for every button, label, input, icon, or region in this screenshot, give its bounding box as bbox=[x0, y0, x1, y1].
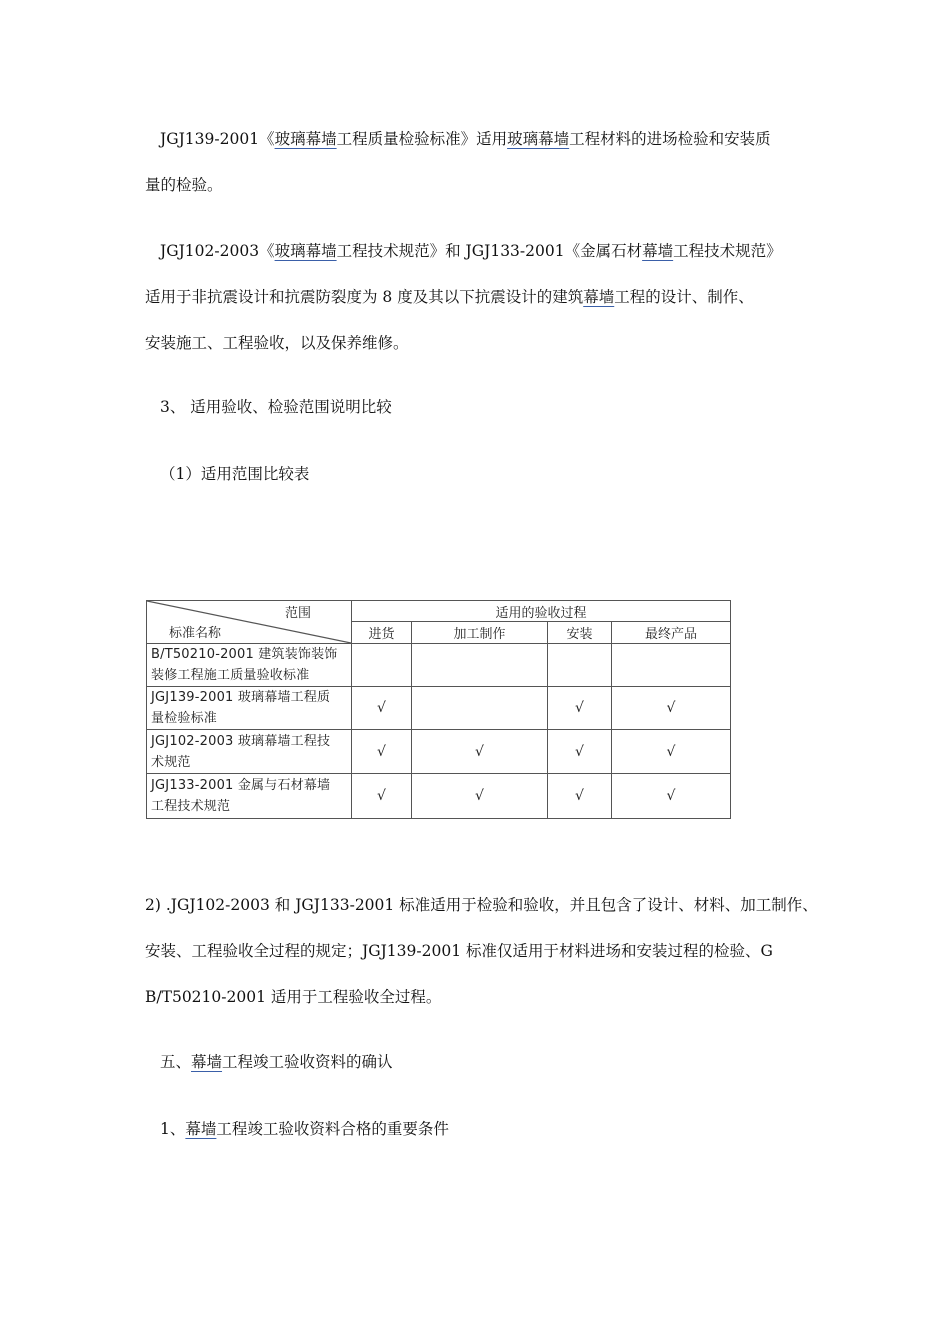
link-curtain-wall[interactable]: 幕墙 bbox=[185, 1120, 217, 1138]
link-glass-curtain-wall[interactable]: 玻璃幕墙 bbox=[507, 130, 570, 148]
column-group-header: 适用的验收过程 bbox=[352, 601, 731, 622]
column-header: 进货 bbox=[352, 622, 412, 644]
text-span: 工程竣工验收资料的确认 bbox=[222, 1053, 393, 1071]
text-span: JGJ133-2001 金属与石材幕墙 bbox=[151, 778, 331, 793]
standard-name-cell bbox=[147, 730, 352, 774]
column-header: 加工制作 bbox=[412, 622, 548, 644]
text-span: 工程质量检验标准》适用 bbox=[336, 130, 508, 148]
check-mark-cell: √ bbox=[352, 730, 412, 774]
paragraph-line bbox=[145, 451, 815, 497]
link-curtain-wall[interactable]: 幕墙 bbox=[642, 242, 674, 260]
scope-comparison-table bbox=[146, 600, 731, 819]
column-header: 最终产品 bbox=[612, 622, 731, 644]
table-header-row bbox=[147, 601, 731, 622]
check-mark-cell: √ bbox=[412, 730, 548, 774]
paragraph-jgj139-scope bbox=[145, 116, 815, 208]
check-mark-cell: √ bbox=[612, 774, 731, 819]
text-span: JGJ102-2003《 bbox=[160, 242, 275, 260]
check-mark-cell: √ bbox=[548, 730, 612, 774]
standard-name-cell bbox=[147, 687, 352, 730]
table-caption bbox=[145, 451, 815, 497]
text-span: 装修工程施工质量验收标准 bbox=[151, 668, 310, 683]
paragraph-standards-applicability bbox=[145, 882, 818, 1020]
check-mark-cell: √ bbox=[548, 774, 612, 819]
corner-label-scope: 范围 bbox=[284, 606, 311, 621]
paragraph-line: 安装施工、工程验收，以及保养维修。 bbox=[145, 334, 409, 352]
column-header: 安装 bbox=[548, 622, 612, 644]
check-mark-cell: √ bbox=[352, 687, 412, 730]
text-span: 工程技术规范》 bbox=[673, 242, 782, 260]
text-span: 工程的设计、制作、 bbox=[614, 288, 754, 306]
table-corner-cell bbox=[147, 601, 352, 644]
link-curtain-wall[interactable]: 幕墙 bbox=[583, 288, 615, 306]
check-mark-cell: √ bbox=[612, 730, 731, 774]
text-span: JGJ102-2003 玻璃幕墙工程技 bbox=[151, 733, 331, 749]
table-row bbox=[147, 644, 731, 687]
check-mark-cell: √ bbox=[548, 687, 612, 730]
table-row bbox=[147, 687, 731, 730]
section-heading-completion-acceptance bbox=[145, 1039, 815, 1085]
check-mark-cell bbox=[352, 644, 412, 687]
paragraph-line bbox=[145, 274, 815, 320]
text-span: 工程技术规范 bbox=[151, 799, 231, 814]
text-span: 工程竣工验收资料合格的重要条件 bbox=[216, 1120, 449, 1138]
paragraph-line bbox=[145, 1106, 815, 1152]
check-mark-cell bbox=[612, 644, 731, 687]
link-curtain-wall[interactable]: 幕墙 bbox=[191, 1053, 223, 1071]
text-span: 适用于非抗震设计和抗震防裂度为 8 度及其以下抗震设计的建筑 bbox=[145, 288, 584, 306]
link-glass-curtain-wall[interactable]: 玻璃幕墙 bbox=[274, 130, 337, 148]
text-span: 量检验标准 bbox=[151, 711, 218, 726]
check-mark-cell bbox=[412, 644, 548, 687]
table-row bbox=[147, 774, 731, 819]
corner-label-standard-name: 标准名称 bbox=[169, 626, 222, 641]
text-span: 工程材料的进场检验和安装质 bbox=[569, 130, 771, 148]
link-glass-curtain-wall[interactable]: 玻璃幕墙 bbox=[274, 242, 337, 260]
text-span: JGJ139-2001《 bbox=[160, 130, 275, 148]
standard-name-cell bbox=[147, 644, 352, 687]
paragraph-line bbox=[145, 228, 815, 274]
paragraph-line: 安装、工程验收全过程的规定；JGJ139-2001 标准仅适用于材料进场和安装过程的检验、G bbox=[145, 942, 773, 960]
table-row bbox=[147, 730, 731, 774]
check-mark-cell bbox=[548, 644, 612, 687]
check-mark-cell: √ bbox=[612, 687, 731, 730]
text-span: 五、 bbox=[160, 1053, 192, 1071]
check-mark-cell bbox=[412, 687, 548, 730]
standard-name-cell bbox=[147, 774, 352, 819]
text-span: 1、 bbox=[160, 1120, 186, 1138]
paragraph-line: B/T50210-2001 适用于工程验收全过程。 bbox=[145, 988, 442, 1006]
check-mark-cell: √ bbox=[352, 774, 412, 819]
paragraph-jgj102-jgj133-scope bbox=[145, 228, 815, 366]
scope-comparison-table-image bbox=[146, 600, 730, 818]
text-span: 术规范 bbox=[151, 754, 191, 770]
paragraph-line bbox=[145, 116, 815, 162]
paragraph-line bbox=[145, 1039, 815, 1085]
paragraph-line bbox=[145, 384, 815, 430]
text-span: 工程技术规范》和 JGJ133-2001《金属石材 bbox=[336, 242, 643, 260]
paragraph-line: 量的检验。 bbox=[145, 176, 223, 194]
subsection-heading-conditions bbox=[145, 1106, 815, 1152]
paragraph-line: 2) .JGJ102-2003 和 JGJ133-2001 标准适用于检验和验收，并且包含了设计、材料、加工制作、 bbox=[145, 896, 818, 914]
text-span: 3、 适用验收、检验范围说明比较 bbox=[160, 398, 392, 416]
text-span: （1）适用范围比较表 bbox=[160, 465, 310, 483]
text-span: B/T50210-2001 建筑装饰装饰 bbox=[151, 647, 338, 662]
check-mark-cell: √ bbox=[412, 774, 548, 819]
section-heading-scope-compare bbox=[145, 384, 815, 430]
text-span: JGJ139-2001 玻璃幕墙工程质 bbox=[151, 690, 331, 705]
